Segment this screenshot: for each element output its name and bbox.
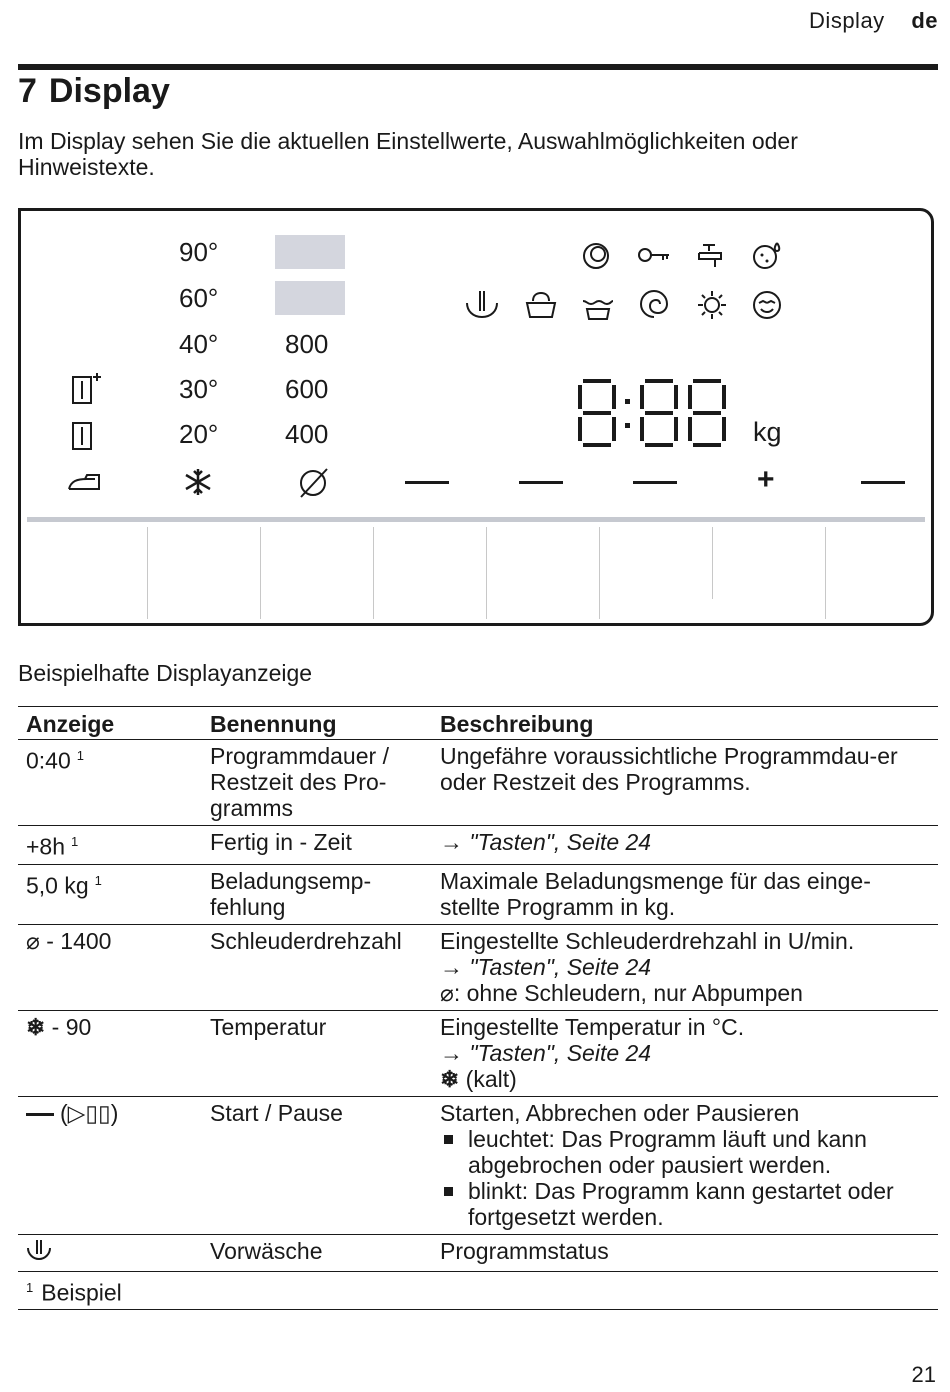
cross-reference-link[interactable]: "Tasten", Seite 24 [469, 829, 652, 855]
spin-icon [639, 289, 669, 319]
desc-note: : ohne Schleudern, nur Abpumpen [453, 979, 803, 1006]
cell-display [18, 864, 202, 924]
button-dash-4 [861, 481, 905, 484]
footnote-mark: 1 [26, 1279, 34, 1295]
display-value: - 1400 [39, 927, 112, 954]
desc-line: Eingestellte Temperatur in °C. [440, 1013, 745, 1040]
rinse-icon [581, 297, 615, 321]
key-icon [637, 245, 671, 265]
prewash-icon [465, 289, 499, 321]
iron-icon [67, 469, 103, 493]
header-language: de [911, 8, 938, 33]
door-icon [71, 419, 101, 451]
table-header-row [18, 707, 938, 740]
cell-display [18, 1234, 202, 1271]
chapter-number: 7 [18, 72, 37, 110]
desc-line [440, 1066, 930, 1092]
cell-desc: Maximale Beladungsmenge für das einge-stellte Programm in kg. [432, 864, 938, 924]
prewash-icon [26, 1238, 52, 1262]
temp-30: 30° [179, 374, 219, 404]
table-row [18, 1234, 938, 1271]
button-divider [825, 527, 826, 619]
cell-name: Vorwäsche [202, 1234, 432, 1271]
display-value: ( [60, 1099, 68, 1126]
footnote [18, 1271, 938, 1310]
speed-800: 800 [285, 329, 329, 359]
display-value: +8h [26, 833, 66, 860]
cross-reference-link[interactable]: "Tasten", Seite 24 [469, 1039, 652, 1066]
button-divider [599, 527, 600, 619]
temp-40: 40° [179, 329, 219, 359]
bullet-item: blinkt: Das Programm kann gestartet oder fortgesetzt werden. [440, 1178, 930, 1230]
col-header-beschreibung: Beschreibung [432, 707, 938, 740]
door-plus-icon [71, 371, 107, 405]
table-row [18, 864, 938, 924]
display-panel-illustration [18, 208, 934, 626]
temp-20: 20° [179, 419, 219, 449]
figure-caption: Beispielhafte Displayanzeige [18, 660, 313, 686]
display-value: - 90 [45, 1013, 92, 1040]
start-pause-icon: ▷▯▯ [67, 1099, 111, 1126]
snowflake-icon: ❄ [26, 1013, 46, 1040]
cell-desc [432, 1010, 938, 1096]
cell-desc: Ungefähre voraussichtliche Programmdau-er oder Restzeit des Programms. [432, 740, 938, 826]
panel-separator [27, 517, 925, 522]
desc-line: Eingestellte Schleuderdrehzahl in U/min. [440, 927, 855, 954]
footnote-row [18, 1271, 938, 1310]
cell-name: Temperatur [202, 1010, 432, 1096]
arrow-icon: → [440, 1039, 470, 1066]
temp-60: 60° [179, 283, 219, 313]
display-table [18, 706, 938, 1310]
button-dash-2 [519, 481, 563, 484]
intro-text: Im Display sehen Sie die aktuellen Einstellwerte, Auswahlmöglichkeiten oder Hinweistexte. [18, 128, 798, 180]
cell-display [18, 1010, 202, 1096]
speed-600: 600 [285, 374, 329, 404]
cell-name: Fertig in - Zeit [202, 826, 432, 865]
arrow-icon: → [440, 953, 470, 980]
button-dash-1 [405, 481, 449, 484]
desc-line [440, 980, 930, 1006]
cell-name: Programmdauer / Restzeit des Pro-gramms [202, 740, 432, 826]
cell-name: Beladungsemp-fehlung [202, 864, 432, 924]
col-header-benennung: Benennung [202, 707, 432, 740]
arrow-icon: → [440, 829, 470, 855]
cell-name: Start / Pause [202, 1096, 432, 1234]
button-dash-3 [633, 481, 677, 484]
bullet-item: leuchtet: Das Programm läuft und kann abgebrochen oder pausiert werden. [440, 1126, 930, 1178]
stain-icon [751, 241, 785, 271]
no-spin-icon: ⌀ [440, 979, 454, 1006]
tap-icon [695, 241, 727, 269]
intensive-icon [581, 241, 611, 271]
table-row [18, 924, 938, 1010]
snowflake-icon [183, 467, 213, 497]
cell-desc [432, 924, 938, 1010]
footnote-text: Beispiel [41, 1279, 122, 1306]
header-rule [18, 64, 938, 70]
footnote-ref: 1 [76, 748, 84, 763]
table-row [18, 1096, 938, 1234]
desc-ref-line [440, 1040, 930, 1066]
desc-line: Starten, Abbrechen oder Pausieren [440, 1099, 800, 1126]
button-divider [373, 527, 374, 619]
page-number: 21 [911, 1362, 936, 1387]
cell-display [18, 924, 202, 1010]
button-divider [260, 527, 261, 619]
no-spin-icon [297, 467, 331, 499]
footnote-ref: 1 [94, 872, 102, 888]
cell-name: Schleuderdrehzahl [202, 924, 432, 1010]
display-value: 0:40 [26, 747, 71, 774]
table-row [18, 826, 938, 865]
dash-icon [26, 1113, 54, 1116]
no-spin-icon: ⌀ [26, 927, 40, 954]
speed-slot-blank-2 [275, 281, 345, 315]
display-value: 5,0 kg [26, 872, 89, 899]
table-row [18, 740, 938, 826]
cell-display [18, 826, 202, 865]
wash-icon [523, 289, 559, 319]
snowflake-icon: ❄ [440, 1065, 460, 1092]
col-header-anzeige: Anzeige [18, 707, 202, 740]
temp-90: 90° [179, 237, 219, 267]
running-header [809, 8, 938, 34]
cell-display [18, 1096, 202, 1234]
chapter-title [18, 72, 170, 111]
plus-sign: + [757, 463, 775, 496]
desc-note: (kalt) [459, 1065, 517, 1092]
seven-segment-digits-icon [573, 377, 735, 449]
kg-unit: kg [753, 417, 782, 447]
cell-desc [432, 826, 938, 865]
header-section: Display [809, 8, 885, 33]
display-value-end: ) [110, 1099, 119, 1126]
desc-ref-line [440, 954, 930, 980]
button-divider [147, 527, 148, 619]
footnote-ref: 1 [71, 834, 79, 849]
button-divider [486, 527, 487, 619]
table-row [18, 1010, 938, 1096]
speed-400: 400 [285, 419, 329, 449]
speed-slot-blank-1 [275, 235, 345, 269]
smiley-icon [751, 289, 783, 321]
cell-desc: Programmstatus [432, 1234, 938, 1271]
sun-icon [695, 289, 729, 321]
cross-reference-link[interactable]: "Tasten", Seite 24 [469, 953, 652, 980]
cell-display [18, 740, 202, 826]
chapter-title-text: Display [48, 72, 170, 110]
button-divider [712, 527, 713, 599]
cell-desc [432, 1096, 938, 1234]
